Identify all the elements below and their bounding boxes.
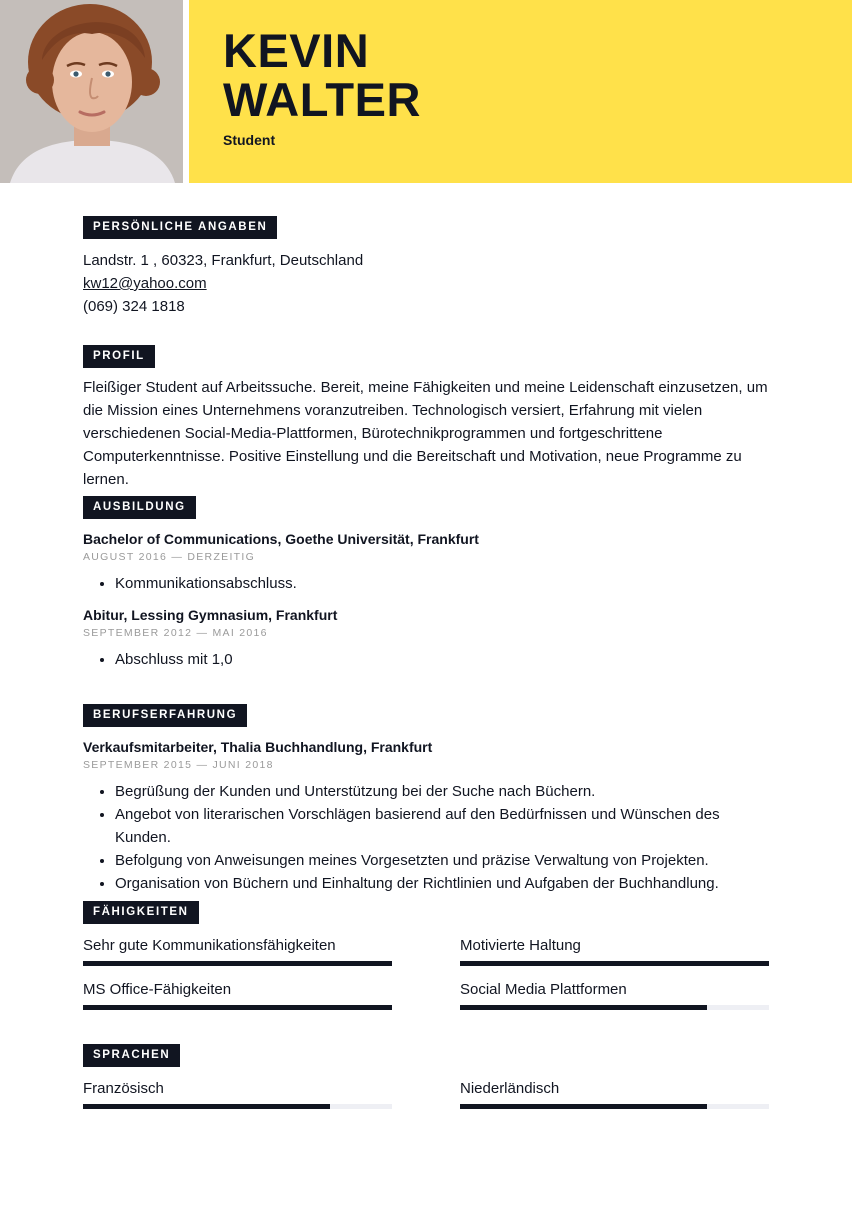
skill-level-fill (83, 1005, 392, 1010)
education-entry-date: SEPTEMBER 2012 — MAI 2016 (83, 627, 268, 639)
education-entry (83, 529, 773, 595)
language-item (460, 1079, 769, 1099)
header-banner (189, 0, 852, 183)
skill-item (83, 936, 392, 956)
education-section (83, 496, 773, 671)
bullet-item: • Abschluss mit 1,0 (115, 648, 773, 671)
profile-text: Fleißiger Student auf Arbeitssuche. Bereit, meine Fähigkeiten und meine Leidenschaft einzusetzen, um die Mission eines Unternehmens voranzutreiben. Technologisch versiert, Erfahrung mit vielen verschiedenen Social-Media-Plattformen, Bürotechnikprogrammen und fortgeschrittene Computerkenntnisse. Positive Einstellung und die Bereitschaft und Motivation, neue Programme zu lernen. (83, 379, 768, 488)
experience-entry-date: SEPTEMBER 2015 — JUNI 2018 (83, 759, 274, 771)
skill-item (460, 936, 769, 956)
experience-entry-bullets (83, 780, 773, 895)
skill-level-fill (460, 1005, 707, 1010)
language-level-fill (460, 1104, 707, 1109)
profile-section (83, 345, 773, 491)
skills-heading: FÄHIGKEITEN (83, 901, 199, 924)
language-level-fill (83, 1104, 330, 1109)
first-name: KEVIN (223, 24, 370, 77)
languages-heading: SPRACHEN (83, 1044, 180, 1067)
bullet-item: • Angebot von literarischen Vorschlägen basierend auf den Bedürfnissen und Wünschen des Kunden. (115, 803, 773, 849)
experience-entry-title: Verkaufsmitarbeiter, Thalia Buchhandlung, Frankfurt (83, 739, 433, 755)
job-title: Student (223, 132, 276, 148)
email-link[interactable]: kw12@yahoo.com (83, 275, 207, 292)
bullet-item: • Befolgung von Anweisungen meines Vorgesetzten und präzise Verwaltung von Projekten. (115, 849, 773, 872)
language-level-track (83, 1104, 392, 1109)
skill-level-track (83, 961, 392, 966)
education-entry-date: AUGUST 2016 — DERZEITIG (83, 551, 256, 563)
education-heading: AUSBILDUNG (83, 496, 196, 519)
language-label: Französisch (83, 1080, 164, 1097)
experience-section (83, 704, 773, 895)
languages-list (83, 1079, 773, 1139)
skills-section (83, 901, 773, 1046)
candidate-name (223, 26, 421, 124)
skill-label: Sehr gute Kommunikationsfähigkeiten (83, 937, 336, 954)
education-entry (83, 605, 773, 671)
languages-section (83, 1044, 773, 1139)
skill-item (83, 980, 392, 1000)
skill-label: MS Office-Fähigkeiten (83, 981, 232, 998)
education-entry-title: Bachelor of Communications, Goethe Universität, Frankfurt (83, 531, 479, 547)
personal-heading: PERSÖNLICHE ANGABEN (83, 216, 277, 239)
bullet-item: • Organisation von Büchern und Einhaltung der Richtlinien und Aufgaben der Buchhandlung. (115, 872, 773, 895)
experience-heading: BERUFSERFAHRUNG (83, 704, 247, 727)
personal-section (83, 216, 773, 318)
education-entry-bullets (83, 572, 773, 595)
skill-item (460, 980, 769, 1000)
last-name: WALTER (223, 73, 421, 126)
education-entry-bullets (83, 648, 773, 671)
bullet-item: • Begrüßung der Kunden und Unterstützung bei der Suche nach Büchern. (115, 780, 773, 803)
education-entry-title: Abitur, Lessing Gymnasium, Frankfurt (83, 607, 338, 623)
skill-level-fill (460, 961, 769, 966)
phone: (069) 324 1818 (83, 298, 185, 315)
portrait-illustration (0, 0, 183, 183)
language-label: Niederländisch (460, 1080, 560, 1097)
skill-level-track (460, 1005, 769, 1010)
skill-level-fill (83, 961, 392, 966)
skills-list (83, 936, 773, 1046)
profile-photo (0, 0, 183, 183)
language-level-track (460, 1104, 769, 1109)
profile-heading: PROFIL (83, 345, 155, 368)
address: Landstr. 1 , 60323, Frankfurt, Deutschland (83, 252, 364, 269)
experience-entry (83, 737, 773, 895)
skill-label: Social Media Plattformen (460, 981, 627, 998)
bullet-item: • Kommunikationsabschluss. (115, 572, 773, 595)
skill-label: Motivierte Haltung (460, 937, 581, 954)
skill-level-track (83, 1005, 392, 1010)
language-item (83, 1079, 392, 1099)
skill-level-track (460, 961, 769, 966)
